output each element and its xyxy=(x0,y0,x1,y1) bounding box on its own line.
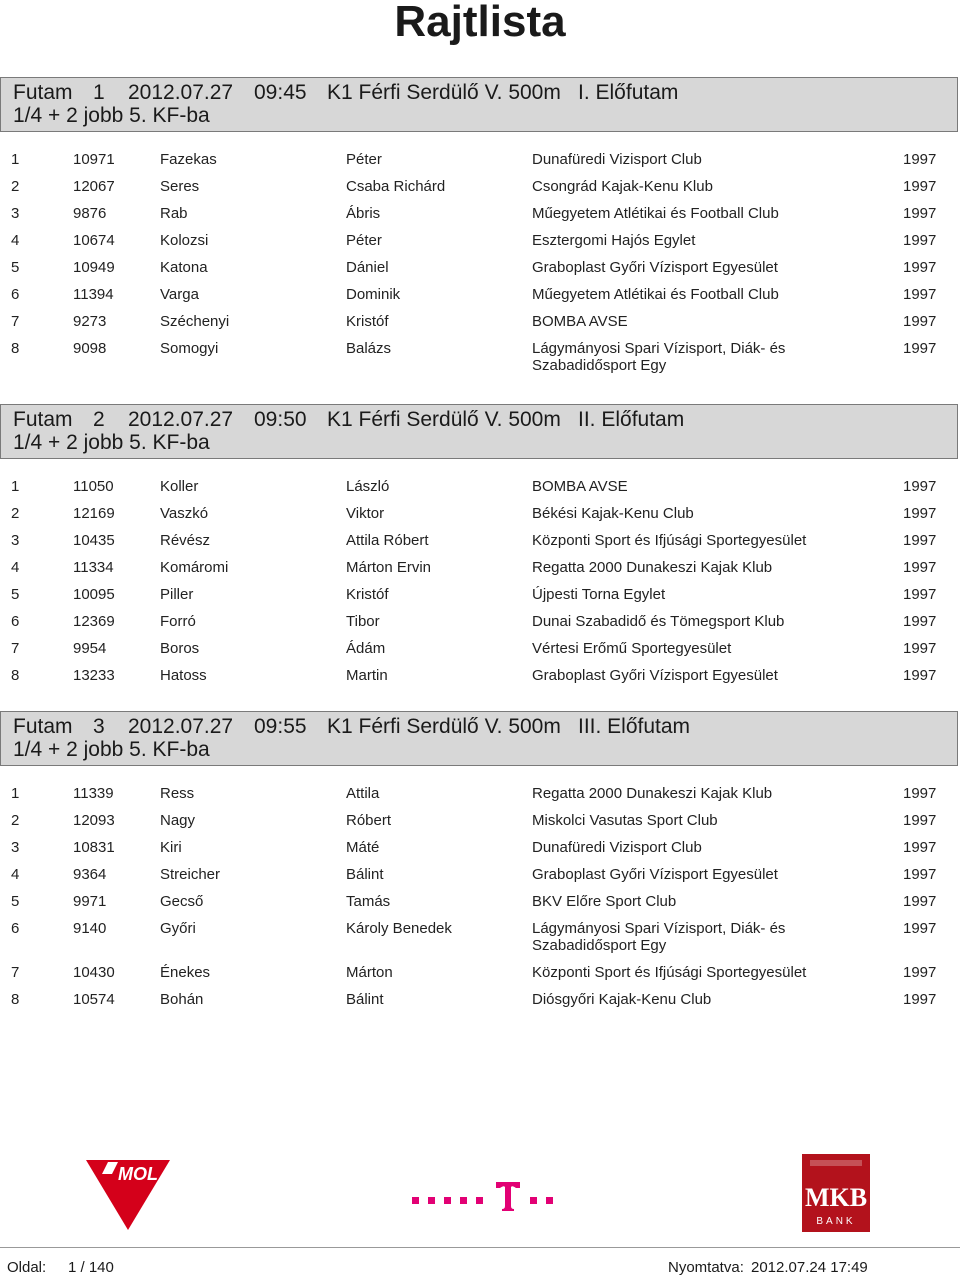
last-name-cell: Fazekas xyxy=(160,151,217,168)
club-cell: BOMBA AVSE xyxy=(532,313,628,330)
year-cell: 1997 xyxy=(903,893,937,910)
last-name-cell: Katona xyxy=(160,259,208,276)
rank-cell: 8 xyxy=(11,340,20,357)
rank-cell: 7 xyxy=(11,964,20,981)
club-cell: Lágymányosi Spari Vízisport, Diák- és Szabadidősport Egy xyxy=(532,920,786,954)
rank-cell: 1 xyxy=(11,151,20,168)
last-name-cell: Kiri xyxy=(160,839,182,856)
year-cell: 1997 xyxy=(903,478,937,495)
first-name-cell: Róbert xyxy=(346,812,392,829)
table-row xyxy=(0,613,960,640)
page-value: 1 / 140 xyxy=(68,1259,114,1276)
heat-number: 1 xyxy=(93,81,105,104)
id-cell: 10430 xyxy=(73,964,115,981)
last-name-cell: Komáromi xyxy=(160,559,229,576)
heat-label: Futam xyxy=(13,408,73,431)
first-name-cell: Ábris xyxy=(346,205,381,222)
heat-rule: 1/4 + 2 jobb 5. KF-ba xyxy=(13,431,210,454)
first-name-cell: Péter xyxy=(346,151,382,168)
mkb-bank-logo xyxy=(802,1154,870,1232)
rank-cell: 3 xyxy=(11,839,20,856)
table-row xyxy=(0,667,960,694)
year-cell: 1997 xyxy=(903,866,937,883)
year-cell: 1997 xyxy=(903,532,937,549)
rank-cell: 4 xyxy=(11,232,20,249)
heat-time: 09:50 xyxy=(254,408,307,431)
first-name-cell: Kristóf xyxy=(346,586,389,603)
club-cell: Graboplast Győri Vízisport Egyesület xyxy=(532,667,778,684)
heat-round: I. Előfutam xyxy=(578,81,679,104)
table-row xyxy=(0,532,960,559)
last-name-cell: Gecső xyxy=(160,893,204,910)
rank-cell: 5 xyxy=(11,259,20,276)
rank-cell: 2 xyxy=(11,812,20,829)
heat-section xyxy=(0,404,960,694)
table-row xyxy=(0,586,960,613)
heat-date: 2012.07.27 xyxy=(128,408,234,431)
club-cell: Graboplast Győri Vízisport Egyesület xyxy=(532,866,778,883)
club-cell: Miskolci Vasutas Sport Club xyxy=(532,812,718,829)
id-cell: 10574 xyxy=(73,991,115,1008)
first-name-cell: Dániel xyxy=(346,259,389,276)
last-name-cell: Révész xyxy=(160,532,211,549)
start-list-table xyxy=(0,766,960,1018)
id-cell: 9876 xyxy=(73,205,107,222)
table-row xyxy=(0,920,960,964)
club-cell: Csongrád Kajak-Kenu Klub xyxy=(532,178,713,195)
id-cell: 11339 xyxy=(73,785,114,802)
first-name-cell: Attila xyxy=(346,785,380,802)
rank-cell: 4 xyxy=(11,866,20,883)
year-cell: 1997 xyxy=(903,340,937,357)
table-row xyxy=(0,505,960,532)
id-cell: 9273 xyxy=(73,313,107,330)
last-name-cell: Somogyi xyxy=(160,340,219,357)
last-name-cell: Forró xyxy=(160,613,196,630)
year-cell: 1997 xyxy=(903,613,937,630)
club-cell: BOMBA AVSE xyxy=(532,478,628,495)
table-row xyxy=(0,964,960,991)
heat-round: II. Előfutam xyxy=(578,408,685,431)
heat-date: 2012.07.27 xyxy=(128,715,234,738)
club-cell: Dunai Szabadidő és Tömegsport Klub xyxy=(532,613,785,630)
year-cell: 1997 xyxy=(903,839,937,856)
table-row xyxy=(0,839,960,866)
year-cell: 1997 xyxy=(903,559,937,576)
first-name-cell: Martin xyxy=(346,667,388,684)
rank-cell: 5 xyxy=(11,586,20,603)
table-row xyxy=(0,151,960,178)
rank-cell: 3 xyxy=(11,205,20,222)
id-cell: 12093 xyxy=(73,812,115,829)
first-name-cell: Péter xyxy=(346,232,382,249)
first-name-cell: Viktor xyxy=(346,505,385,522)
table-row xyxy=(0,286,960,313)
heat-header xyxy=(0,711,958,766)
year-cell: 1997 xyxy=(903,640,937,657)
rank-cell: 8 xyxy=(11,667,20,684)
heat-time: 09:55 xyxy=(254,715,307,738)
first-name-cell: Máté xyxy=(346,839,380,856)
heat-number: 3 xyxy=(93,715,105,738)
heat-date: 2012.07.27 xyxy=(128,81,234,104)
club-cell: Lágymányosi Spari Vízisport, Diák- és Szabadidősport Egy xyxy=(532,340,786,374)
rank-cell: 2 xyxy=(11,505,20,522)
id-cell: 9364 xyxy=(73,866,107,883)
first-name-cell: Károly Benedek xyxy=(346,920,452,937)
heat-section xyxy=(0,77,960,384)
rank-cell: 2 xyxy=(11,178,20,195)
heat-event: K1 Férfi Serdülő V. 500m xyxy=(327,715,561,738)
first-name-cell: Attila Róbert xyxy=(346,532,429,549)
last-name-cell: Piller xyxy=(160,586,194,603)
club-cell: Regatta 2000 Dunakeszi Kajak Klub xyxy=(532,785,773,802)
print-value: 2012.07.24 17:49 xyxy=(751,1259,868,1276)
id-cell: 10435 xyxy=(73,532,115,549)
club-cell: Műegyetem Atlétikai és Football Club xyxy=(532,286,779,303)
table-row xyxy=(0,785,960,812)
rank-cell: 6 xyxy=(11,613,20,630)
heat-event: K1 Férfi Serdülő V. 500m xyxy=(327,81,561,104)
club-cell: Központi Sport és Ifjúsági Sportegyesület xyxy=(532,964,807,981)
last-name-cell: Ress xyxy=(160,785,195,802)
first-name-cell: Balázs xyxy=(346,340,392,357)
id-cell: 10095 xyxy=(73,586,115,603)
last-name-cell: Rab xyxy=(160,205,188,222)
club-cell: Újpesti Torna Egylet xyxy=(532,586,666,603)
year-cell: 1997 xyxy=(903,151,937,168)
table-row xyxy=(0,478,960,505)
year-cell: 1997 xyxy=(903,964,937,981)
id-cell: 10674 xyxy=(73,232,115,249)
last-name-cell: Varga xyxy=(160,286,199,303)
heat-label: Futam xyxy=(13,81,73,104)
first-name-cell: Bálint xyxy=(346,991,384,1008)
last-name-cell: Énekes xyxy=(160,964,211,981)
year-cell: 1997 xyxy=(903,286,937,303)
rank-cell: 6 xyxy=(11,920,20,937)
table-row xyxy=(0,313,960,340)
mol-logo xyxy=(86,1160,170,1230)
page-label: Oldal: xyxy=(7,1259,47,1276)
year-cell: 1997 xyxy=(903,920,937,937)
id-cell: 12369 xyxy=(73,613,115,630)
year-cell: 1997 xyxy=(903,205,937,222)
club-cell: BKV Előre Sport Club xyxy=(532,893,677,910)
heat-header xyxy=(0,77,958,132)
club-cell: Regatta 2000 Dunakeszi Kajak Klub xyxy=(532,559,773,576)
club-cell: Dunafüredi Vizisport Club xyxy=(532,151,702,168)
heat-rule: 1/4 + 2 jobb 5. KF-ba xyxy=(13,738,210,761)
t-letter xyxy=(496,1182,520,1211)
heat-label: Futam xyxy=(13,715,73,738)
table-row xyxy=(0,178,960,205)
rank-cell: 1 xyxy=(11,478,20,495)
last-name-cell: Vaszkó xyxy=(160,505,209,522)
table-row xyxy=(0,640,960,667)
club-cell: Diósgyőri Kajak-Kenu Club xyxy=(532,991,712,1008)
last-name-cell: Győri xyxy=(160,920,196,937)
year-cell: 1997 xyxy=(903,232,937,249)
club-cell: Graboplast Győri Vízisport Egyesület xyxy=(532,259,778,276)
year-cell: 1997 xyxy=(903,991,937,1008)
id-cell: 10971 xyxy=(73,151,115,168)
first-name-cell: Márton Ervin xyxy=(346,559,432,576)
first-name-cell: Tibor xyxy=(346,613,380,630)
year-cell: 1997 xyxy=(903,259,937,276)
rank-cell: 7 xyxy=(11,313,20,330)
heat-header xyxy=(0,404,958,459)
year-cell: 1997 xyxy=(903,505,937,522)
id-cell: 9098 xyxy=(73,340,107,357)
year-cell: 1997 xyxy=(903,785,937,802)
rank-cell: 5 xyxy=(11,893,20,910)
year-cell: 1997 xyxy=(903,178,937,195)
rank-cell: 7 xyxy=(11,640,20,657)
heat-round: III. Előfutam xyxy=(578,715,691,738)
heat-time: 09:45 xyxy=(254,81,307,104)
rank-cell: 8 xyxy=(11,991,20,1008)
last-name-cell: Koller xyxy=(160,478,199,495)
table-row xyxy=(0,893,960,920)
club-cell: Központi Sport és Ifjúsági Sportegyesület xyxy=(532,532,807,549)
id-cell: 11394 xyxy=(73,286,114,303)
year-cell: 1997 xyxy=(903,667,937,684)
last-name-cell: Széchenyi xyxy=(160,313,230,330)
rank-cell: 6 xyxy=(11,286,20,303)
table-row xyxy=(0,232,960,259)
club-cell: Esztergomi Hajós Egylet xyxy=(532,232,696,249)
first-name-cell: Bálint xyxy=(346,866,384,883)
id-cell: 9140 xyxy=(73,920,107,937)
first-name-cell: Kristóf xyxy=(346,313,389,330)
id-cell: 9971 xyxy=(73,893,107,910)
last-name-cell: Seres xyxy=(160,178,200,195)
mkb-text: MKB xyxy=(804,1183,868,1212)
heat-event: K1 Férfi Serdülő V. 500m xyxy=(327,408,561,431)
last-name-cell: Bohán xyxy=(160,991,204,1008)
table-row xyxy=(0,559,960,586)
table-row xyxy=(0,259,960,286)
id-cell: 10831 xyxy=(73,839,115,856)
first-name-cell: Márton xyxy=(346,964,393,981)
bank-text: BANK xyxy=(816,1216,856,1227)
mol-text: MOL xyxy=(118,1164,158,1184)
first-name-cell: Dominik xyxy=(346,286,401,303)
table-row xyxy=(0,991,960,1018)
footer-divider xyxy=(0,1247,960,1248)
id-cell: 12067 xyxy=(73,178,115,195)
id-cell: 11334 xyxy=(73,559,114,576)
last-name-cell: Streicher xyxy=(160,866,221,883)
telekom-logo xyxy=(412,1180,558,1212)
id-cell: 11050 xyxy=(73,478,114,495)
last-name-cell: Hatoss xyxy=(160,667,207,684)
id-cell: 13233 xyxy=(73,667,115,684)
heat-number: 2 xyxy=(93,408,105,431)
first-name-cell: Ádám xyxy=(346,640,386,657)
last-name-cell: Kolozsi xyxy=(160,232,209,249)
year-cell: 1997 xyxy=(903,586,937,603)
rank-cell: 4 xyxy=(11,559,20,576)
club-cell: Dunafüredi Vizisport Club xyxy=(532,839,702,856)
club-cell: Békési Kajak-Kenu Club xyxy=(532,505,694,522)
rank-cell: 1 xyxy=(11,785,20,802)
id-cell: 12169 xyxy=(73,505,115,522)
last-name-cell: Nagy xyxy=(160,812,196,829)
table-row xyxy=(0,866,960,893)
page-title: Rajtlista xyxy=(394,0,566,46)
print-label: Nyomtatva: xyxy=(668,1259,744,1276)
rank-cell: 3 xyxy=(11,532,20,549)
id-cell: 10949 xyxy=(73,259,115,276)
club-cell: Műegyetem Atlétikai és Football Club xyxy=(532,205,779,222)
year-cell: 1997 xyxy=(903,313,937,330)
last-name-cell: Boros xyxy=(160,640,200,657)
table-row xyxy=(0,205,960,232)
first-name-cell: Tamás xyxy=(346,893,391,910)
id-cell: 9954 xyxy=(73,640,107,657)
heat-section xyxy=(0,711,960,1018)
start-list-table xyxy=(0,132,960,384)
first-name-cell: Csaba Richárd xyxy=(346,178,446,195)
club-cell: Vértesi Erőmű Sportegyesület xyxy=(532,640,732,657)
heat-rule: 1/4 + 2 jobb 5. KF-ba xyxy=(13,104,210,127)
year-cell: 1997 xyxy=(903,812,937,829)
table-row xyxy=(0,340,960,384)
table-row xyxy=(0,812,960,839)
first-name-cell: László xyxy=(346,478,390,495)
start-list-table xyxy=(0,459,960,694)
sponsor-logos xyxy=(0,1150,960,1240)
